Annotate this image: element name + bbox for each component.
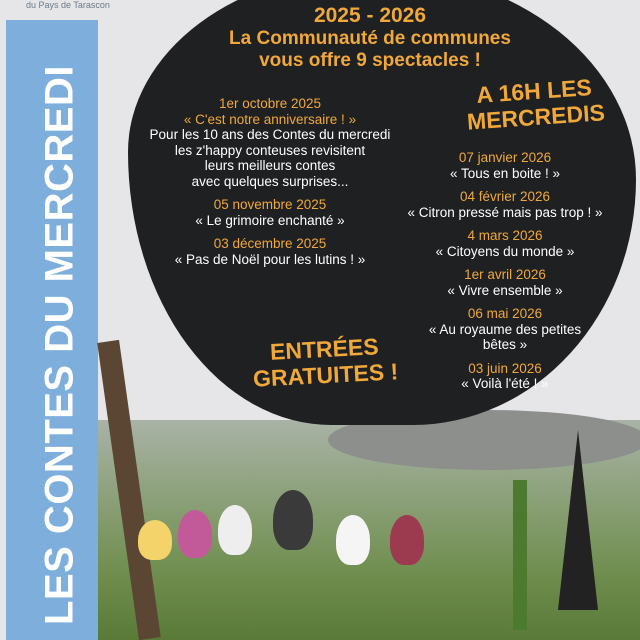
free-line: GRATUITES ! <box>252 358 399 393</box>
event-date: 4 mars 2026 <box>467 228 543 244</box>
event-title: bêtes » <box>482 337 528 353</box>
event-title: « Pas de Noël pour les lutins ! » <box>174 251 366 267</box>
free-line: ENTRÉES <box>269 333 380 365</box>
crocodile-character <box>513 480 527 630</box>
tree-trunk <box>97 340 161 640</box>
character <box>390 515 424 565</box>
event-title: « Voilà l'été ! » <box>461 376 549 392</box>
event-title: « Au royaume des petites <box>428 321 582 337</box>
time-line: A 16H LES <box>475 74 593 109</box>
character <box>138 520 172 560</box>
event-desc: les z'happy conteuses revisitent <box>174 142 366 158</box>
header-line: La Communauté de communes <box>229 28 511 50</box>
organizer-name: du Pays de Tarascon <box>26 0 110 10</box>
event-desc: Pour les 10 ans des Contes du mercredi <box>149 127 391 143</box>
event-date: 05 novembre 2025 <box>213 197 327 213</box>
left-events <box>140 96 400 267</box>
free-entry-note <box>224 331 426 394</box>
event-desc: leurs meilleurs contes <box>204 158 336 174</box>
event-title: « C'est notre anniversaire ! » <box>183 111 357 127</box>
character <box>218 505 252 555</box>
event-title: « Le grimoire enchanté » <box>195 212 345 228</box>
character <box>178 510 212 558</box>
season-years: 2025 - 2026 <box>313 4 427 27</box>
event-title: « Tous en boite ! » <box>449 165 561 181</box>
event-title: « Vivre ensemble » <box>447 282 563 298</box>
event-date: 03 décembre 2025 <box>213 236 327 252</box>
event-date: 03 juin 2026 <box>468 360 542 376</box>
event-date: 1er octobre 2025 <box>218 96 322 111</box>
time-line: MERCREDIS <box>466 99 606 136</box>
event-desc: avec quelques surprises... <box>191 173 349 189</box>
illustration-ground <box>98 420 640 640</box>
event-title: « Citoyens du monde » <box>435 243 575 259</box>
event-date: 1er avril 2026 <box>464 267 546 283</box>
event-date: 07 janvier 2026 <box>458 150 552 165</box>
event-date: 06 mai 2026 <box>467 306 543 322</box>
ghost-character <box>336 515 370 565</box>
event-title: « Citron pressé mais pas trop ! » <box>407 204 603 220</box>
character <box>273 490 313 550</box>
header <box>160 4 580 72</box>
header-line: vous offre 9 spectacles ! <box>259 49 481 71</box>
vertical-title: LES CONTES DU MERCREDI <box>37 65 82 625</box>
event-date: 04 février 2026 <box>459 189 551 205</box>
